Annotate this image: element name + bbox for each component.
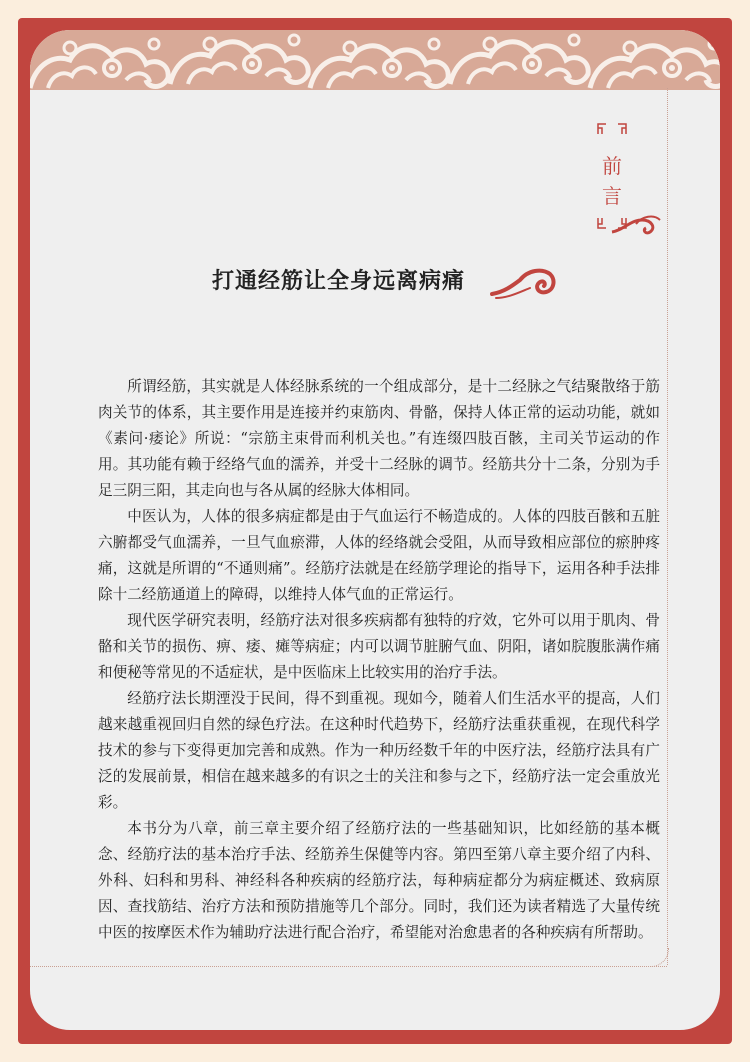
paragraph-1: 所谓经筋，其实就是人体经脉系统的一个组成部分，是十二经脉之气结聚散络于筋肉关节的体系，其主要作用是连接并约束筋肉、骨骼，保持人体正常的运动功能，就如《素问·痿论》所说：“宗筋主束骨而利机关也。”有连缀四肢百骸，主司关节运动的作用。其功能有赖于经络气血的濡养，并受十二经脉的调节。经筋共分十二条，分别为手足三阴三阳，其走向也与各从属的经脉大体相同。	[98, 378, 660, 499]
preface-char-1: 前	[602, 154, 622, 178]
preface-char-2: 言	[602, 184, 622, 208]
paragraph-5: 本书分为八章，前三章主要介绍了经筋疗法的一些基础知识，比如经筋的基本概念、经筋疗法的基本治疗手法、经筋养生保健等内容。第四至第八章主要介绍了内科、外科、妇科和男科、神经科各种疾病的经筋疗法，每种病症都分为病症概述、致病原因、查找筋结、治疗方法和预防措施等几个部分。同时，我们还为读者精选了大量传统中医的按摩医术作为辅助疗法进行配合治疗，希望能对治愈患者的各种疾病有所帮助。	[98, 820, 660, 941]
paragraph-2: 中医认为，人体的很多病症都是由于气血运行不畅造成的。人体的四肢百骸和五脏六腑都受气血濡养，一旦气血瘀滞，人体的经络就会受阻，从而导致相应部位的瘀肿疼痛，这就是所谓的“不通则痛”。经筋疗法就是在经筋学理论的指导下，运用各种手法排除十二经筋通道上的障碍，以维持人体气血的正常运行。	[98, 508, 660, 603]
cloud-pattern-icon	[30, 30, 720, 90]
bracket-ornament-icon	[592, 120, 672, 240]
paragraph-3: 现代医学研究表明，经筋疗法对很多疾病都有独特的疗效，它外可以用于肌肉、骨骼和关节的损伤、痹、痿、瘫等病症；内可以调节脏腑气血、阴阳，诸如脘腹胀满作痛和便秘等常见的不适症状，是中医临床上比较实用的治疗手法。	[98, 612, 660, 681]
preface-label	[592, 120, 672, 240]
page-title: 打通经筋让全身远离病痛	[212, 269, 466, 294]
decorative-cloud-border	[30, 30, 720, 90]
paragraph-4: 经筋疗法长期湮没于民间，得不到重视。现如今，随着人们生活水平的提高，人们越来越重视回归自然的绿色疗法。在这种时代趋势下，经筋疗法重获重视，在现代科学技术的参与下变得更加完善和成熟。作为一种历经数千年的中医疗法，经筋疗法具有广泛的发展前景，相信在越来越多的有识之士的关注和参与之下，经筋疗法一定会重放光彩。	[98, 690, 660, 811]
cloud-swirl-icon	[490, 262, 558, 302]
book-page	[30, 30, 720, 1030]
preface-body	[98, 374, 660, 946]
dotted-frame-bottom	[30, 966, 667, 967]
